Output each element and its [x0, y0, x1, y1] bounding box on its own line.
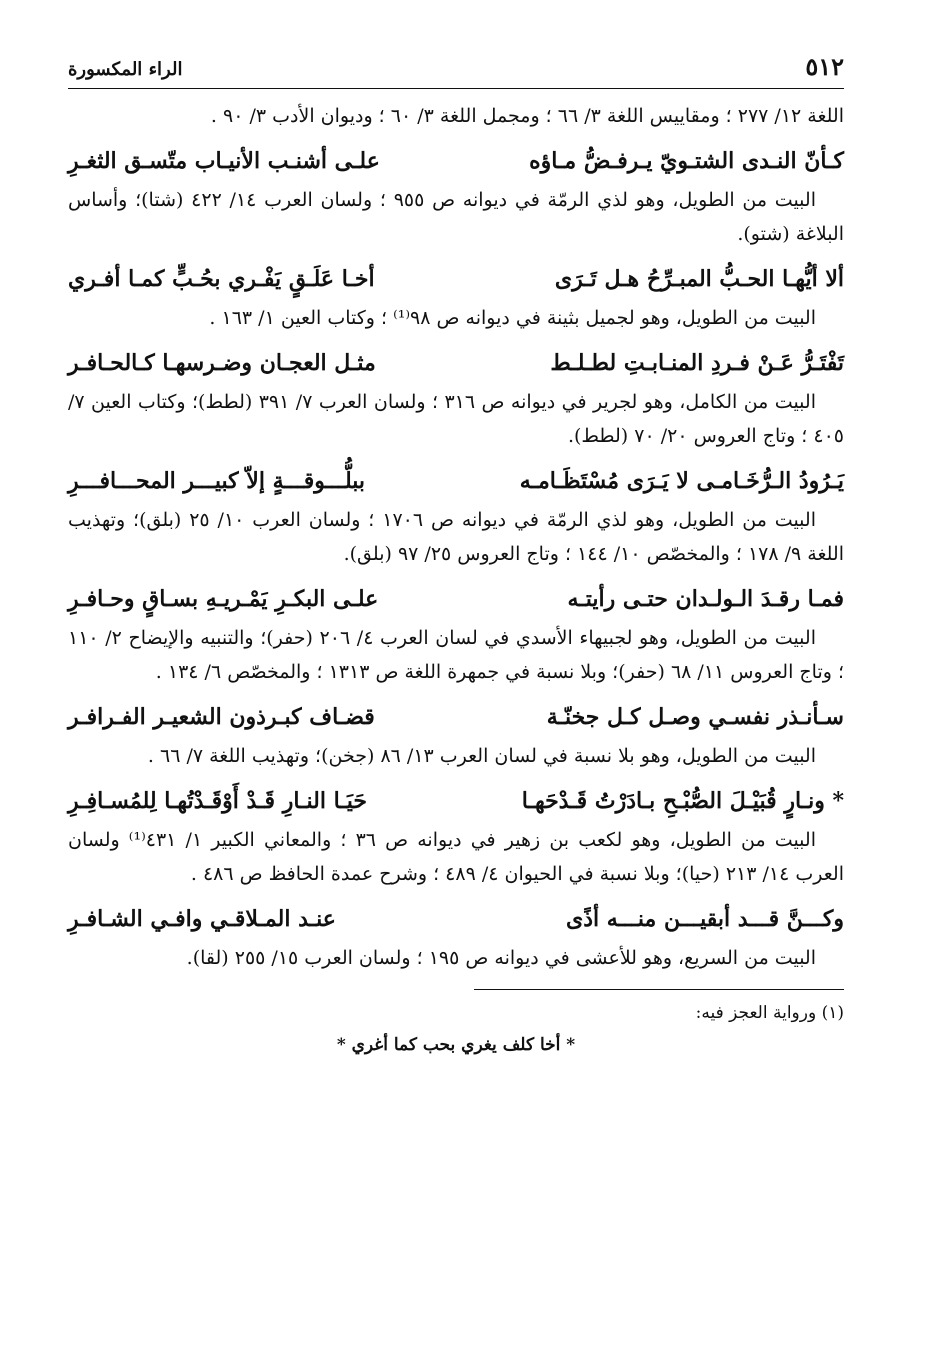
verse-second-hemistich: علـى أشنـب الأنيـاب متّسـق الثغـرِ	[68, 148, 380, 174]
verse-line	[68, 695, 844, 739]
verse-second-hemistich: عنـد المـلاقـي وافـي الشـافـرِ	[68, 906, 336, 932]
footnotes	[68, 998, 844, 1060]
page-header	[68, 52, 844, 89]
verse-first-hemistich: وكـــنَّ قـــد أبقيـــن منـــه أذًى	[566, 906, 844, 932]
verse-first-hemistich: ألا أيُّهـا الحـبُّ المبـرِّحُ هـل تَـرَى	[554, 266, 844, 292]
verse-line	[68, 341, 844, 385]
verse-note: البيت من الطويل، وهو لجبيهاء الأسدي في لسان العرب ٤/ ٢٠٦ (حفر)؛ والتنبيه والإيضاح ٢/ ١١٠ ؛ وتاج العروس ١١/ ٦٨ (حفر)؛ وبلا نسبة في جمهرة اللغة ص ١٣١٣ ؛ والمخصّص ٦/ ١٣٤ .	[68, 627, 844, 683]
verse-line	[68, 897, 844, 941]
page-number: ٥١٢	[805, 52, 844, 81]
opening-text: اللغة ١٢/ ٢٧٧ ؛ ومقاييس اللغة ٣/ ٦٦ ؛ ومجمل اللغة ٣/ ٦٠ ؛ وديوان الأدب ٣/ ٩٠ .	[210, 105, 844, 127]
chapter-title: الراء المكسورة	[68, 59, 183, 80]
footnote-text: (١) ورواية العجز فيه:	[695, 1003, 844, 1023]
verse-first-hemistich: فمـا رقـدَ الـولـدان حتـى رأيتـه	[567, 586, 844, 612]
verse-second-hemistich: أخـا عَلَـقٍ يَفْـري بحُـبٍّ كمـا أفـري	[68, 266, 375, 292]
verse-second-hemistich: حَيَـا النـارِ قَـدْ أَوْقَـدْتُهـا لِلمُسـافِـرِ	[68, 788, 367, 814]
entries-list	[68, 139, 844, 975]
verse-note: البيت من الطويل، وهو لجميل بثينة في ديوانه ص ٩٨⁽¹⁾ ؛ وكتاب العين ١/ ١٦٣ .	[209, 307, 816, 329]
verse-note: البيت من الطويل، وهو لكعب بن زهير في ديوانه ص ٣٦ ؛ والمعاني الكبير ١/ ٤٣١⁽¹⁾ ولسان العرب ١٤/ ٢١٣ (حيا)؛ وبلا نسبة في الحيوان ٤/ ٤٨٩ ؛ وشرح عمدة الحافظ ص ٤٨٦ .	[68, 829, 844, 885]
verse-line	[68, 257, 844, 301]
verse-first-hemistich: * ونـارٍ قُبَيْـلَ الصُّبْـحِ بـادَرْتُ قَـدْحَهـا	[521, 788, 844, 814]
verse-second-hemistich: ببلُّـــوقـــةٍ إلاّ كبيـــر المحـــافـــرِ	[68, 468, 366, 494]
verse-line	[68, 577, 844, 621]
verse-first-hemistich: يَـرُودُ الـرُّخَـامـى لا يَـرَى مُسْتَظَـامـه	[519, 468, 844, 494]
verse-second-hemistich: علـى البكـرِ يَمْـريـهِ بسـاقٍ وحـافـرِ	[68, 586, 379, 612]
verse-second-hemistich: مثـل العجـان وضـرسهـا كـالحـافـر	[68, 350, 376, 376]
verse-first-hemistich: تَفْتَـرُّ عَـنْ فـردِ المنـابـتِ لطـلـط	[550, 350, 844, 376]
footnote-verse: * أخا كلف يغري بحب كما أغري *	[336, 1035, 576, 1055]
verse-second-hemistich: قضـاف كبـرذون الشعيـر الفـرافـر	[68, 704, 375, 730]
verse-note: البيت من السريع، وهو للأعشى في ديوانه ص ١٩٥ ؛ ولسان العرب ١٥/ ٢٥٥ (لقا).	[186, 947, 816, 969]
verse-first-hemistich: سـأنـذر نفسـي وصـل كـل جخنّـة	[546, 704, 844, 730]
verse-line	[68, 779, 844, 823]
footnote-separator	[474, 989, 844, 990]
verse-line	[68, 139, 844, 183]
verse-first-hemistich: كـأنّ النـدى الشتـويّ يـرفـضُّ مـاؤه	[529, 148, 844, 174]
verse-note: البيت من الطويل، وهو لذي الرمّة في ديوانه ص ١٧٠٦ ؛ ولسان العرب ١٠/ ٢٥ (بلق)؛ وتهذيب اللغة ٩/ ١٧٨ ؛ والمخصّص ١٠/ ١٤٤ ؛ وتاج العروس ٢٥/ ٩٧ (بلق).	[68, 509, 844, 565]
verse-note: البيت من الطويل، وهو بلا نسبة في لسان العرب ١٣/ ٨٦ (جخن)؛ وتهذيب اللغة ٧/ ٦٦ .	[147, 745, 816, 767]
verse-line	[68, 459, 844, 503]
page-content	[68, 99, 844, 975]
verse-note: البيت من الكامل، وهو لجرير في ديوانه ص ٣١٦ ؛ ولسان العرب ٧/ ٣٩١ (لطط)؛ وكتاب العين ٧/ ٤٠٥ ؛ وتاج العروس ٢٠/ ٧٠ (لطط).	[68, 391, 844, 447]
verse-note: البيت من الطويل، وهو لذي الرمّة في ديوانه ص ٩٥٥ ؛ ولسان العرب ١٤/ ٤٢٢ (شتا)؛ وأساس البلاغة (شتو).	[68, 189, 844, 245]
